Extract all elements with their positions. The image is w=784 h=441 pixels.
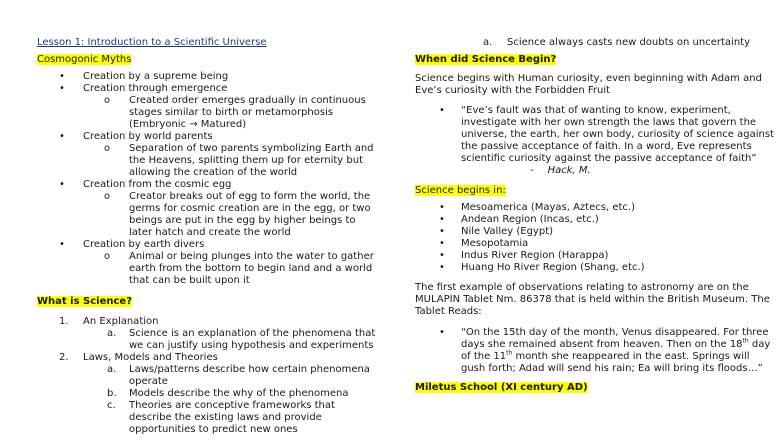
region-item [415,226,775,238]
bullet-marker: • [439,202,445,213]
tablet-sup-1: th [742,337,749,345]
circle-marker: o [104,191,111,202]
bullet-marker: • [59,179,65,190]
regions-list [415,202,775,274]
right-column [415,0,775,394]
bullet-marker: • [439,214,445,225]
science-subtext: Theories are conceptive frameworks that describe the existing laws and provide opportunities to predict new ones [129,400,335,435]
myth-subtext: Animal or being plunges into the water to gather earth from the bottom to begin land and a world that can be built upon it [129,251,374,286]
when-text: Science begins with Human curiosity, even beginning with Adam and Eve’s curiosity with the Forbidden Fruit [415,73,762,96]
myth-item [37,239,377,251]
science-heading: What is Science? [37,296,132,307]
myth-label: Creation from the cosmic egg [83,179,232,190]
region-label: Huang Ho River Region (Shang, etc.) [461,262,645,273]
letter-marker: c. [107,400,116,411]
myth-item [37,179,377,191]
myth-subtext: Separation of two parents symbolizing Earth and the Heavens, splitting them up for eternity but allowing the creation of the world [129,143,374,178]
quote-bullet: • [439,105,445,116]
myth-item [37,131,377,143]
cosmogonic-heading: Cosmogonic Myths [37,54,132,65]
first-example-text: The first example of observations relating to astronomy are on the MULAPIN Tablet Nm. 86378 that is held within the British Museum. The Tablet Reads: [415,282,770,317]
science-label: Laws, Models and Theories [83,352,218,363]
myth-label: Creation by world parents [83,131,213,142]
science-subitem [37,328,377,352]
region-label: Mesopotamia [461,238,529,249]
myth-label: Creation through emergence [83,83,228,94]
miletus-heading: Miletus School (XI century AD) [415,382,588,393]
myth-subitem [37,191,377,239]
region-item [415,262,775,274]
number-marker: 2. [59,352,69,363]
bullet-marker: • [59,131,65,142]
science-subtext: Models describe the why of the phenomena [129,388,349,399]
bullet-marker: • [59,239,65,250]
science-subtext: Science is an explanation of the phenomena that we can justify using hypothesis and experiments [129,328,376,351]
myth-subitem [37,95,377,131]
bullet-marker: • [59,83,65,94]
tablet-bullet: • [439,327,445,338]
bullet-marker: • [59,71,65,82]
eve-quote [415,105,775,165]
letter-marker: b. [107,388,117,399]
myth-subtext: Creator breaks out of egg to form the world, the germs for cosmic creation are in the egg, or two beings are put in the egg by higher beings to later hatch and create the world [129,191,371,238]
region-label: Nile Valley (Egypt) [461,226,554,237]
myth-item [37,83,377,95]
science-item [37,316,377,328]
left-column [37,0,377,436]
tablet-text-2: day of the 11 [461,339,771,362]
region-item [415,238,775,250]
myths-list [37,71,377,287]
circle-marker: o [104,251,111,262]
science-item [37,352,377,364]
region-item [415,214,775,226]
lesson-title: Lesson 1: Introduction to a Scientific Universe [37,37,267,48]
myth-subitem [37,251,377,287]
number-marker: 1. [59,316,69,327]
when-heading: When did Science Begin? [415,54,557,65]
bullet-marker: • [439,262,445,273]
tablet-text-1: “On the 15th day of the month, Venus disappeared. For three days she remained absent from heaven. Then on the 18 [461,327,769,350]
region-label: Indus River Region (Harappa) [461,250,609,261]
region-label: Andean Region (Incas, etc.) [461,214,599,225]
region-item [415,202,775,214]
quote-attribution [415,165,775,177]
attribution-name: Hack, M. [547,165,591,176]
begins-heading: Science begins in: [415,185,506,196]
science-subtext: Laws/patterns describe how certain phenomena operate [129,364,370,387]
science-subitem [37,388,377,400]
tablet-sup-2: th [506,349,513,357]
myth-item [37,71,377,83]
letter-marker: a. [107,328,117,339]
quote-text: “Eve’s fault was that of wanting to know, experiment, investigate with her own strength the laws that govern the universe, the earth, her own body, curiosity of science against the passive acceptance of faith. In a word, Eve represents scientific curiosity against the passive acceptance of faith” [461,105,774,164]
attribution-dash: - [530,165,534,176]
tablet-text-3: month she reappeared in the east. Springs will gush forth; Adad will send his rain; Ea will bring its floods…” [461,351,763,374]
letter-marker: a. [107,364,117,375]
circle-marker: o [104,143,111,154]
science-subitem [37,364,377,388]
science-label: An Explanation [83,316,159,327]
myth-label: Creation by a supreme being [83,71,229,82]
tablet-quote [415,327,775,375]
bullet-marker: • [439,238,445,249]
myth-label: Creation by earth divers [83,239,205,250]
science-subitem [37,400,377,436]
carryover-text: Science always casts new doubts on uncertainty [507,37,750,48]
myth-subitem [37,143,377,179]
region-label: Mesoamerica (Mayas, Aztecs, etc.) [461,202,635,213]
bullet-marker: • [439,226,445,237]
region-item [415,250,775,262]
myth-subtext: Created order emerges gradually in continuous stages similar to birth or metamorphosis (Embryonic → Matured) [129,95,366,130]
bullet-marker: • [439,250,445,261]
carryover-marker: a. [483,37,493,48]
science-list [37,316,377,436]
carryover-item [415,37,775,49]
circle-marker: o [104,95,111,106]
